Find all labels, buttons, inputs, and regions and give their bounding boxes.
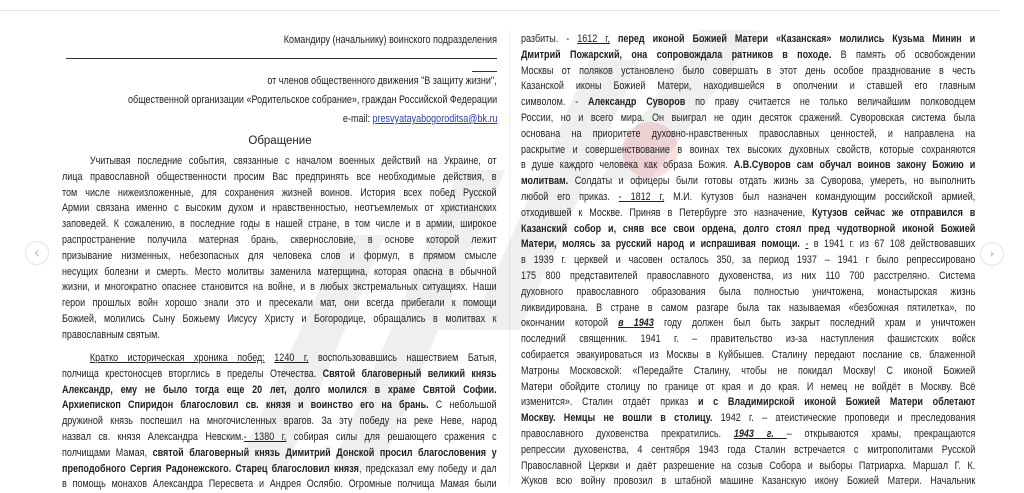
text-line	[521, 190, 975, 206]
underlined-text: 1612 г,	[577, 33, 610, 45]
appeal-paragraph	[62, 154, 497, 344]
text-segment: последний священник. 1941 г. – правительство из-за наступления фашистских войск	[521, 333, 976, 346]
text-line	[521, 237, 975, 253]
chevron-left-icon	[32, 248, 42, 258]
bold-text: перед иконой Божией Матери «Казанская» молились Кузьма Минин и	[617, 33, 976, 45]
bold-text: А.В.Суворов сам обучал воинов закону Божию и	[733, 159, 976, 172]
text-segment: М.И. Кутузов был назначен командующим российской армией,	[664, 190, 976, 203]
bold-text: 1943 г.	[733, 427, 787, 440]
underlined-text: Кратко историческая хроника побед:	[89, 352, 265, 364]
text-line	[62, 351, 497, 367]
bold-text: святой благоверный князь Димитрий Донской просил благословения у	[152, 446, 497, 459]
text-segment: распространение получила матерная брань, сквернословие, в основе которой лежит	[62, 233, 497, 246]
signature-line-short	[472, 71, 497, 72]
text-segment: разбиты. -	[521, 33, 578, 45]
text-segment: раскрытие и совершенствование в воинах тех высоких духовных свойств, которые сохраняются	[521, 143, 976, 156]
text-line	[521, 253, 975, 269]
text-line	[62, 312, 497, 328]
text-line	[521, 395, 975, 411]
right-page-text	[521, 32, 975, 490]
signature-line	[66, 58, 497, 59]
text-segment: 1942 г. – атеистические проповеди и преследования	[712, 412, 976, 425]
bold-text: молитвам.	[521, 175, 569, 188]
text-line	[62, 430, 497, 446]
text-line	[521, 474, 975, 490]
text-line	[62, 265, 497, 281]
text-segment: Казанской иконы Божией Матери, находившейся в ополчении и ставшей его главным	[521, 80, 976, 93]
text-line	[521, 411, 975, 427]
text-line	[521, 111, 975, 127]
text-line	[62, 217, 497, 233]
text-segment: Солдаты и офицеры были готовы отдать жизнь за Суворова, умереть, но выполнить	[568, 175, 976, 188]
bold-text: Александр, ему не было тогда еще 20 лет, долго молился в храме Святой Софии.	[62, 383, 497, 396]
text-line	[62, 186, 497, 202]
text-segment: православного духовенства прекратились.	[521, 427, 734, 440]
text-line	[62, 367, 497, 383]
text-line	[521, 332, 975, 348]
text-segment: православным святым.	[62, 328, 160, 341]
text-line	[521, 380, 975, 396]
text-segment: , предсказал ему победу и дал	[358, 462, 497, 475]
text-segment: – открываются храмы, прекращаются	[786, 427, 976, 440]
text-segment: любой его приказ.	[521, 190, 619, 203]
text-line	[62, 170, 497, 186]
bold-text: и с Владимирской иконой Божией Матери облетают	[697, 396, 976, 409]
email-link[interactable]: presvyatayabogoroditsa@bk.ru	[372, 113, 497, 125]
text-segment: изменится». Сталин отдаёт приказ	[521, 396, 698, 409]
text-segment: в помощь монахов Александра Пересвета и Андрея Ослябю. Огромные полчища Мамая были	[62, 478, 497, 491]
text-segment	[265, 352, 274, 364]
chevron-right-icon	[987, 249, 997, 259]
page-divider	[509, 30, 510, 485]
text-segment: Матроны Московской: «Передайте Сталину, чтобы не покидал Москву! С иконой Божией	[521, 364, 976, 377]
text-line	[62, 383, 497, 399]
text-segment	[610, 33, 618, 45]
bold-text: Казанский собор и, сняв все свои ордена, долго стоял пред чудотворной иконой Божией	[521, 222, 976, 235]
text-segment: том числе нижеизложенные, для сохранения жизней воинов. История всех побед Русской	[62, 186, 497, 199]
text-line	[521, 174, 975, 190]
text-line	[62, 296, 497, 312]
text-segment: герои прошлых войн хорошо знали это и пресекали мат, они всегда прибегали к помощи	[62, 297, 497, 310]
text-segment: дружиной князь поспешил на многочисленных врагов. За эту победу на реке Неве, народ	[62, 415, 497, 428]
text-line	[521, 79, 975, 95]
text-line	[521, 364, 975, 380]
text-line	[62, 328, 497, 344]
text-segment: Армии связана именно с высоким духом и нравственностью, неотъемлемых от христианских	[62, 202, 497, 215]
text-segment: 175 800 представителей православного духовенства, из них 110 700 расстреляно. Система	[521, 269, 976, 282]
text-segment: несущих болезни и смерть. Место молитвы заменила матерщина, которая опасна в обычной	[62, 265, 497, 278]
text-segment: Матери обойдите столицу по границе от края и до края. И немец не войдёт в Москву. Всё	[521, 380, 976, 393]
bold-text: Матери, молясь за русский народ и испрашивая помощи.	[521, 238, 800, 251]
text-line	[521, 427, 975, 443]
text-line	[521, 269, 975, 285]
text-segment: собирается эвакуироваться из Москвы в Куйбышев. Сталину передают послание св. блаженной	[521, 348, 976, 361]
text-line	[521, 443, 975, 459]
document-title: Обращение	[248, 135, 312, 147]
text-segment: Жуков всю войну провозил в штабной машине Казанскую икону Божией Матери. Начальник	[521, 475, 976, 488]
bold-text: Москву. Немцы не вошли в столицу.	[521, 412, 713, 425]
text-segment: воспользовавшись нашествием Батыя,	[308, 352, 497, 364]
email-row	[342, 112, 497, 127]
text-segment: окончании которой	[521, 317, 619, 330]
text-segment: полчища крестоносцев вторглись в пределы Отечества.	[62, 367, 323, 380]
text-segment: заповедей. К сожалению, в последние годы в нашей стране, в том числе и в армии, широкое	[62, 218, 497, 231]
underlined-text: 1240 г,	[274, 352, 309, 364]
text-segment: по праву считается не только величайшим полководцем	[685, 96, 976, 109]
underlined-text: -	[805, 238, 809, 251]
addressee: Командиру (начальнику) воинского подразделения	[283, 34, 497, 46]
viewer-top-border	[0, 10, 1000, 11]
text-line	[62, 477, 497, 493]
bold-text: в 1943	[618, 317, 654, 330]
text-line	[521, 143, 975, 159]
text-segment: отходившей к Москве. Приняв в Петербурге это назначение,	[521, 206, 812, 219]
text-line	[521, 32, 975, 48]
underlined-text: - 1812 г,	[618, 190, 665, 203]
text-segment: году должен был быть закрыт последний храм и уничтожен	[653, 317, 976, 330]
text-line	[521, 301, 975, 317]
text-line	[62, 201, 497, 217]
text-segment: в душе каждого человека как образа Божия.	[521, 159, 734, 172]
text-line	[521, 64, 975, 80]
text-segment: В память об освобождении	[831, 48, 976, 61]
text-line	[521, 158, 975, 174]
bold-text: Святой благоверный великий князь	[322, 367, 497, 380]
text-line	[62, 398, 497, 414]
from-line-2: общественной организации «Родительское собрание», граждан Российской Федерации	[127, 94, 497, 106]
text-segment: призывание низменных, небезопасных для человека слов и формул, в прямом смысле	[62, 249, 497, 262]
text-segment: символом. -	[521, 96, 589, 109]
text-line	[62, 446, 497, 462]
text-segment: Божией, молились Сыну Божьему Иисусу Христу и Богородице, обращались в молитвах к	[62, 312, 497, 325]
text-line	[521, 348, 975, 364]
text-segment: духовного православного образования была полностью уничтожена, монастырская жизнь	[521, 285, 976, 298]
text-line	[62, 414, 497, 430]
prev-page-button[interactable]	[25, 241, 49, 265]
text-segment: лица православной общественности просим Вас предпринять все необходимые действия, в	[62, 170, 497, 183]
bold-text: преподобного Сергия Радонежского. Старец благословил князя	[62, 462, 359, 475]
text-segment: основана на приоритете духовно-нравственных православных ценностей, и направлена на	[521, 127, 976, 140]
text-line	[62, 233, 497, 249]
text-segment: в 1941 г. из 67 108 действовавших	[808, 238, 976, 251]
bold-text: Александр Суворов	[588, 96, 686, 109]
text-segment: в 1939 г. церквей и часовен осталось 350, за период 1937 – 1941 г было репрессировано	[521, 254, 976, 267]
text-line	[62, 462, 497, 478]
text-segment: России, но и всего мира. Он выиграл не один десяток сражений. Суворовская система была	[521, 111, 976, 124]
text-line	[521, 48, 975, 64]
text-line	[521, 285, 975, 301]
bold-text: Кутузов сейчас же отправился в	[811, 206, 976, 219]
text-segment: Москвы от поляков установлено было совершать в этот день особое празднование в честь	[521, 64, 976, 77]
text-segment: собирая силы для решающего сражения с	[286, 430, 497, 443]
text-segment: ликвидирована. В стране в самом разгаре была так называемая «безбожная пятилетка», по	[521, 301, 976, 314]
text-line	[521, 316, 975, 332]
text-segment: репрессии духовенства, 4 сентября 1943 года Сталин встречается с митрополитами Русской	[521, 443, 976, 456]
text-line	[62, 280, 497, 296]
text-segment: Православной Церкви и даёт разрешение на созыв Собора и выборы Патриарха. Маршал Г. К.	[521, 459, 976, 472]
underlined-text: - 1380 г,	[243, 430, 287, 443]
text-line	[62, 249, 497, 265]
text-segment: Учитывая последние события, связанные с началом военных действий на Украине, от	[89, 155, 497, 167]
chronicle-paragraph	[62, 351, 497, 493]
text-line	[62, 154, 497, 170]
text-segment: полчищами Мамая,	[62, 446, 153, 459]
from-line-1: от членов общественного движения "В защиту жизни",	[267, 75, 497, 87]
next-page-button[interactable]	[980, 242, 1004, 266]
text-segment: жизни, и многократно опаснее становится на войне, и в любых экстремальных ситуациях. Наши	[62, 281, 497, 294]
text-line	[521, 206, 975, 222]
text-line	[521, 95, 975, 111]
text-line	[521, 459, 975, 475]
text-line	[521, 222, 975, 238]
bold-text: Архиепископ Спиридон благословил св. князя и воинство его на брань.	[62, 399, 429, 412]
text-line	[521, 127, 975, 143]
email-label: e-mail:	[342, 113, 373, 125]
bold-text: Дмитрий Пожарский, она сопровождала ратников в походе.	[521, 48, 832, 61]
text-segment: назвал св. князя Александра Невским.	[62, 430, 244, 443]
text-segment: С небольшой	[428, 399, 497, 412]
